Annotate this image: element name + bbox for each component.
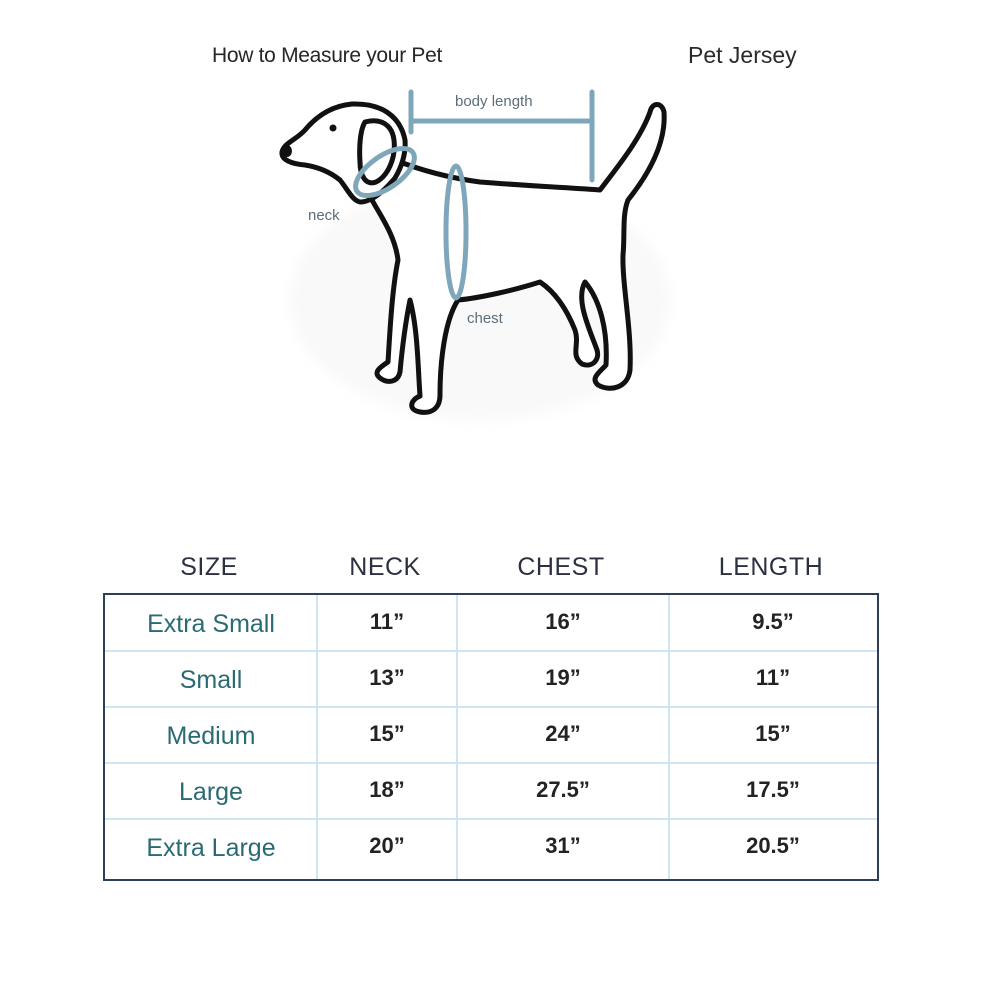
chest-cell: 16” <box>545 609 581 634</box>
size-cell: Extra Small <box>147 610 275 638</box>
table-row <box>105 763 877 819</box>
chest-cell: 27.5” <box>536 777 590 802</box>
table-row <box>105 819 877 875</box>
length-cell: 17.5” <box>746 777 800 802</box>
dog-eye <box>330 125 337 132</box>
header-chest: CHEST <box>517 553 605 581</box>
chest-cell: 19” <box>545 665 581 690</box>
dog-measurement-illustration <box>270 80 690 440</box>
table-header-row <box>103 545 879 593</box>
chest-label: chest <box>467 310 503 327</box>
table-row <box>105 707 877 763</box>
header-neck: NECK <box>349 553 421 581</box>
neck-cell: 13” <box>369 665 405 690</box>
neck-cell: 11” <box>369 609 405 634</box>
table-body <box>103 593 879 881</box>
length-cell: 15” <box>755 721 791 746</box>
chest-cell: 24” <box>545 721 581 746</box>
length-cell: 20.5” <box>746 833 800 858</box>
size-cell: Medium <box>166 722 256 750</box>
dog-nose <box>282 145 292 157</box>
header-size: SIZE <box>180 553 238 581</box>
product-title: Pet Jersey <box>688 42 797 68</box>
length-cell: 11” <box>755 665 791 690</box>
size-chart-table <box>103 545 879 862</box>
neck-cell: 20” <box>369 833 405 858</box>
table-row <box>105 595 877 651</box>
neck-label: neck <box>308 207 340 224</box>
length-cell: 9.5” <box>752 609 794 634</box>
size-cell: Extra Large <box>146 834 276 862</box>
body-length-label: body length <box>455 93 533 110</box>
neck-cell: 18” <box>369 777 405 802</box>
size-cell: Large <box>179 778 243 806</box>
chest-cell: 31” <box>545 833 581 858</box>
neck-cell: 15” <box>369 721 405 746</box>
table-row <box>105 651 877 707</box>
size-cell: Small <box>179 666 243 694</box>
header-length: LENGTH <box>718 553 824 581</box>
guide-title: How to Measure your Pet <box>212 44 443 67</box>
